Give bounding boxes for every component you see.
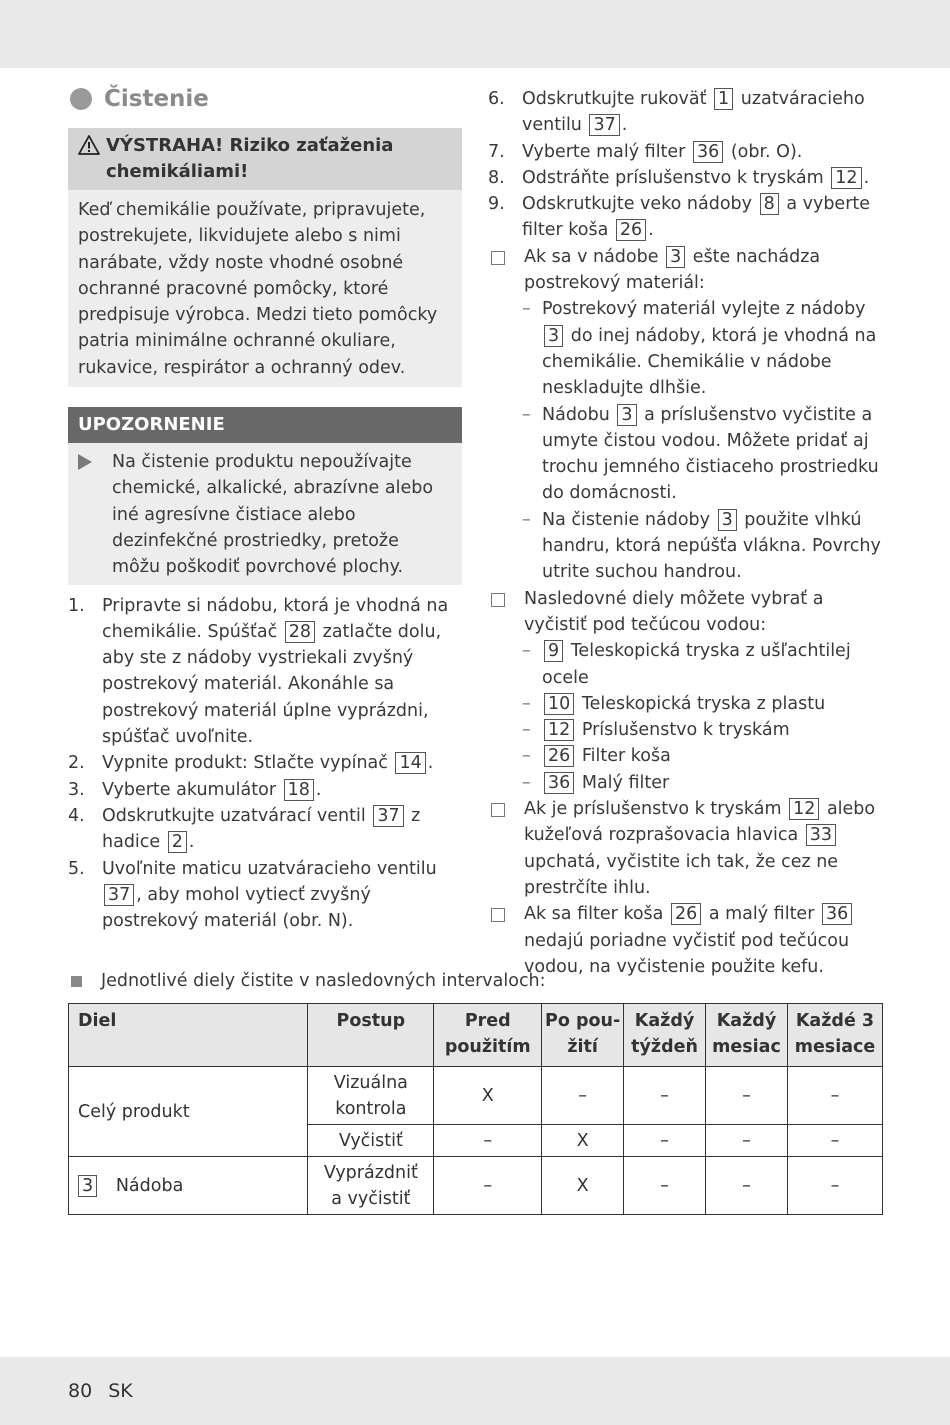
step-text: . — [621, 115, 628, 136]
table-intro — [68, 968, 546, 994]
sub-item — [488, 296, 888, 401]
sub-item — [488, 638, 888, 691]
left-column — [68, 82, 462, 934]
part-ref: 10 — [544, 693, 574, 715]
sub-item — [488, 507, 888, 586]
part-ref: 33 — [806, 824, 836, 846]
part-cell — [69, 1157, 308, 1215]
part-ref: 12 — [544, 719, 574, 741]
part-label: Filter koša — [581, 746, 671, 767]
checkbox-square-icon — [491, 251, 505, 265]
part-cell: Celý produkt — [69, 1067, 308, 1157]
part-ref: 3 — [617, 404, 636, 426]
part-ref: 37 — [589, 114, 619, 136]
list-item — [488, 586, 888, 639]
step-text: Vypnite produkt: Stlačte vypínač — [102, 753, 388, 774]
table-row — [69, 1067, 883, 1125]
step-text: Pripravte si nádobu, ktorá je vhodná na chemikálie. Spúšťač — [102, 595, 449, 642]
checkbox-square-icon — [491, 593, 505, 607]
list-item — [68, 777, 462, 803]
step-number: 1. — [68, 595, 85, 616]
warning-header — [68, 128, 462, 190]
header-cell-3mesiace: Každé 3 mesiace — [787, 1004, 882, 1067]
header-cell-diel: Diel — [69, 1004, 308, 1067]
interval-cell: – — [706, 1157, 788, 1215]
bullet-text: alebo kužeľová rozprašovacia hlavica — [524, 799, 876, 846]
part-ref: 28 — [285, 621, 315, 643]
part-ref: 37 — [104, 884, 134, 906]
interval-cell: X — [434, 1067, 542, 1125]
part-name: Nádoba — [115, 1175, 184, 1196]
right-column — [488, 86, 888, 980]
step-number: 2. — [68, 753, 85, 774]
list-item — [488, 244, 888, 297]
postup-cell: Vyčistiť — [308, 1125, 434, 1157]
bullet-text: Ak sa v nádobe — [524, 246, 659, 267]
filled-square-icon — [71, 976, 82, 987]
interval-cell: – — [434, 1125, 542, 1157]
step-text: Uvoľnite maticu uzatváracieho ventilu — [102, 858, 437, 879]
part-ref: 8 — [760, 193, 779, 215]
part-ref: 26 — [544, 745, 574, 767]
step-number: 5. — [68, 858, 85, 879]
interval-cell: – — [706, 1067, 788, 1125]
bullet-dot-icon — [70, 88, 92, 110]
warning-triangle-icon — [78, 133, 106, 185]
part-ref: 26 — [671, 903, 701, 925]
postup-cell: Vizuálna kontrola — [308, 1067, 434, 1125]
part-ref: 14 — [395, 752, 425, 774]
interval-cell: – — [706, 1125, 788, 1157]
bullet-text: Ak je príslušenstvo k tryskám — [524, 799, 782, 820]
list-item — [68, 593, 462, 751]
list-item — [488, 796, 888, 901]
interval-cell: X — [542, 1157, 624, 1215]
sub-text: do inej nádoby, ktorá je vhodná na chemikálie. Chemikálie v nádobe neskladujte dlhšie. — [542, 325, 877, 399]
warning-title: VÝSTRAHA! Riziko zaťaženia chemikáliami! — [106, 135, 394, 182]
dash-icon: – — [522, 299, 531, 320]
header-cell-po: Po pou- žití — [542, 1004, 624, 1067]
sub-item — [488, 770, 888, 796]
part-label: Teleskopická tryska z plastu — [581, 693, 826, 714]
list-item — [68, 750, 462, 776]
intro-text: Jednotlivé diely čistite v nasledovných intervaloch: — [101, 971, 546, 991]
list-item — [488, 165, 888, 191]
step-text: (obr. O). — [730, 141, 803, 162]
step-text: . — [188, 832, 195, 853]
bullet-text: ešte nachádza postrekový materiál: — [524, 246, 821, 294]
bullet-text: Nasledovné diely môžete vybrať a vyčistiť pod tečúcou vodou: — [524, 588, 824, 635]
step-text: uzatváracieho ventilu — [522, 89, 865, 136]
checkbox-square-icon — [491, 908, 505, 922]
steps-list-right — [488, 86, 888, 980]
bullet-text: a malý filter — [708, 904, 815, 925]
page-footer — [68, 1380, 143, 1402]
table-header-row — [69, 1004, 883, 1067]
step-text: z hadice — [102, 805, 421, 853]
dash-icon: – — [522, 746, 531, 767]
part-ref: 36 — [544, 772, 574, 794]
section-heading — [68, 82, 462, 116]
list-item — [488, 86, 888, 139]
step-number: 9. — [488, 194, 505, 215]
sub-text: a príslušenstvo vyčistite a umyte čistou vodou. Môžete pridať aj trochu jemného čistiaceho prostriedku do domácnosti. — [542, 404, 879, 504]
part-ref: 26 — [616, 219, 646, 241]
interval-cell: – — [434, 1157, 542, 1215]
part-ref: 3 — [544, 325, 563, 347]
list-item — [68, 803, 462, 856]
sub-text: použite vlhkú handru, ktorá nepúšťa vlákna. Povrchy utrite suchou handrou. — [542, 509, 881, 583]
step-text: . — [863, 167, 870, 188]
dash-icon: – — [522, 641, 531, 662]
step-text: Odstráňte príslušenstvo k tryskám — [522, 167, 824, 188]
part-label: Príslušenstvo k tryskám — [581, 720, 790, 741]
list-item — [68, 856, 462, 935]
part-ref: 3 — [78, 1175, 97, 1197]
steps-list-left — [68, 593, 462, 935]
part-ref: 36 — [693, 141, 723, 163]
sub-item — [488, 402, 888, 507]
step-text: . — [315, 779, 322, 800]
language-code: SK — [108, 1380, 133, 1402]
cleaning-table — [68, 1003, 883, 1215]
part-ref: 1 — [714, 88, 733, 110]
step-number: 4. — [68, 805, 85, 826]
table-row — [69, 1157, 883, 1215]
sub-item — [488, 743, 888, 769]
sub-item — [488, 691, 888, 717]
step-text: a vyberte filter koša — [522, 194, 871, 241]
postup-cell: Vyprázdniť a vyčistiť — [308, 1157, 434, 1215]
dash-icon: – — [522, 404, 531, 425]
list-item — [488, 901, 888, 980]
dash-icon: – — [522, 693, 531, 714]
header-cell-mesiac: Každý mesiac — [706, 1004, 788, 1067]
step-text: , aby mohol vytiecť zvyšný postrekový materiál (obr. N). — [102, 884, 371, 932]
page-number: 80 — [68, 1380, 93, 1402]
sub-text: Nádobu — [542, 404, 610, 425]
step-text: Odskrutkujte rukoväť — [522, 89, 707, 109]
step-text: . — [648, 220, 654, 241]
interval-cell: – — [542, 1067, 624, 1125]
top-band — [0, 0, 950, 68]
note-box — [68, 443, 462, 584]
step-number: 6. — [488, 89, 505, 109]
dash-icon: – — [522, 772, 531, 793]
interval-cell: – — [787, 1067, 882, 1125]
note-header: UPOZORNENIE — [68, 407, 462, 443]
header-cell-pred: Pred použitím — [434, 1004, 542, 1067]
bullet-text: upchatá, vyčistite ich tak, že cez ne prestrčíte ihlu. — [524, 851, 839, 898]
section-title: Čistenie — [104, 86, 209, 112]
step-text: Odskrutkujte uzatvárací ventil — [102, 805, 366, 826]
bullet-text: nedajú poriadne vyčistiť pod tečúcou vodou, na vyčistenie použite kefu. — [524, 930, 850, 977]
sub-item — [488, 717, 888, 743]
step-text: . — [427, 753, 434, 774]
play-arrow-icon — [78, 454, 92, 470]
interval-cell: – — [787, 1125, 882, 1157]
step-text: zatlačte dolu, aby ste z nádoby vystriekali zvyšný postrekový materiál. Akonáhle sa postrekový materiál úplne vyprázdni, spúšťač uvoľnite. — [102, 621, 442, 748]
part-ref: 12 — [831, 167, 861, 189]
step-text: Odskrutkujte veko nádoby — [522, 194, 753, 215]
list-item — [488, 139, 888, 165]
sub-text: Postrekový materiál vylejte z nádoby — [542, 299, 866, 320]
interval-cell: – — [787, 1157, 882, 1215]
step-number: 8. — [488, 167, 505, 188]
step-number: 7. — [488, 141, 505, 162]
interval-cell: – — [624, 1067, 706, 1125]
part-ref: 2 — [168, 831, 187, 853]
list-item — [488, 191, 888, 244]
part-ref: 36 — [822, 903, 852, 925]
bullet-text: Ak sa filter koša — [524, 904, 664, 925]
step-text: Vyberte malý filter — [522, 141, 686, 162]
dash-icon: – — [522, 720, 531, 741]
part-ref: 9 — [544, 640, 563, 662]
part-ref: 37 — [373, 805, 403, 827]
part-label: Teleskopická tryska z ušľachtilej ocele — [542, 641, 851, 688]
note-text: Na čistenie produktu nepoužívajte chemické, alkalické, abrazívne alebo iné agresívne čistiace alebo dezinfekčné prostriedky, pretože môžu poškodiť povrchové plochy. — [112, 452, 434, 578]
sub-text: Na čistenie nádoby — [542, 509, 710, 530]
part-label: Malý filter — [581, 772, 670, 793]
interval-cell: – — [624, 1125, 706, 1157]
part-ref: 3 — [666, 246, 685, 268]
step-number: 3. — [68, 779, 85, 800]
dash-icon: – — [522, 509, 531, 530]
part-ref: 12 — [789, 798, 819, 820]
warning-text: Keď chemikálie používate, pripravujete, postrekujete, likvidujete alebo s nimi narábate, vždy noste vhodné osobné ochranné pracovné pomôcky, ktoré predpisuje výrobca. Medzi tieto pomôcky patria minimálne ochranné okuliare, rukavice, respirátor a ochranný odev. — [68, 190, 462, 387]
header-cell-postup: Postup — [308, 1004, 434, 1067]
part-ref: 18 — [284, 779, 314, 801]
checkbox-square-icon — [491, 803, 505, 817]
interval-cell: – — [624, 1157, 706, 1215]
step-text: Vyberte akumulátor — [102, 779, 277, 800]
interval-cell: X — [542, 1125, 624, 1157]
header-cell-tyzden: Každý týždeň — [624, 1004, 706, 1067]
part-ref: 3 — [718, 509, 737, 531]
